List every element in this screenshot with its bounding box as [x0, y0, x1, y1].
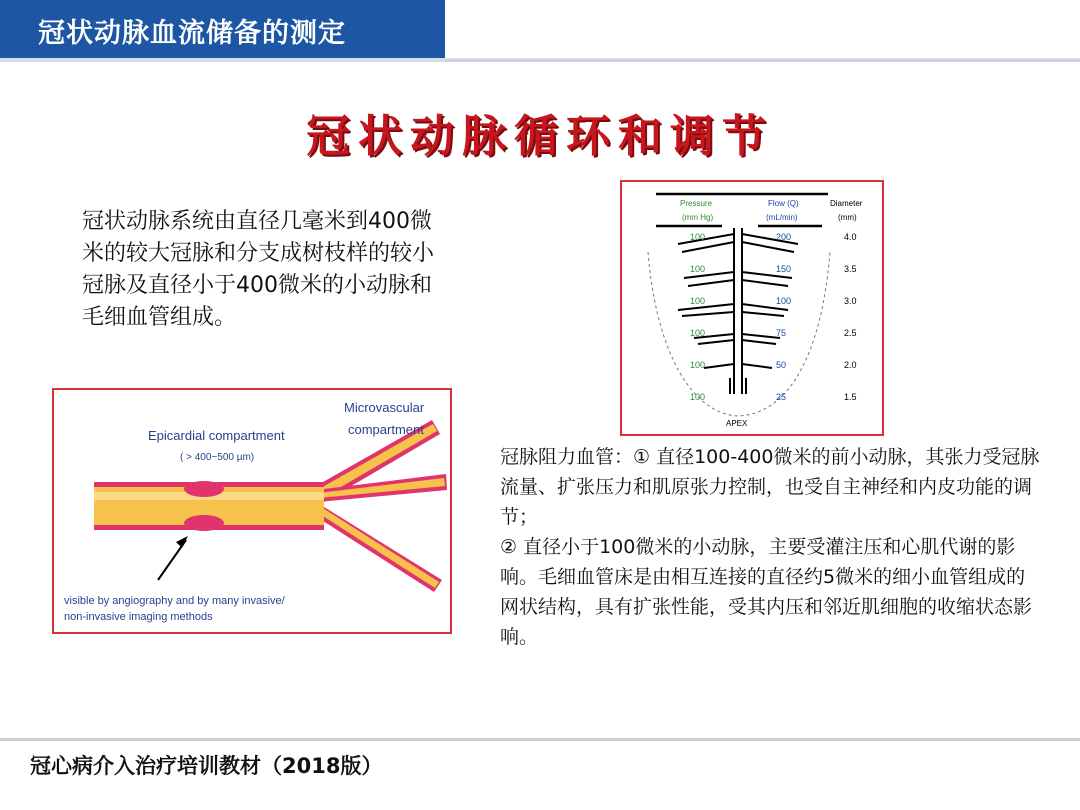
microvascular-label-1: Microvascular — [344, 400, 425, 415]
footer-divider — [0, 738, 1080, 741]
intro-paragraph: 冠状动脉系统由直径几毫米到400微米的较大冠脉和分支成树枝样的较小冠脉及直径小于400微米的小动脉和毛细血管组成。 — [82, 209, 435, 330]
arrow-head-icon — [176, 536, 188, 548]
vessel-diagram — [52, 388, 452, 634]
diameter-value: 3.0 — [844, 296, 857, 306]
caption-line-1: visible by angiography and by many invasive/ — [64, 595, 285, 607]
microvascular-label-2: compartment — [348, 422, 424, 437]
diameter-value: 4.0 — [844, 232, 857, 242]
diameter-header-2: (mm) — [838, 213, 857, 222]
diameter-header-1: Diameter — [830, 199, 863, 208]
header-title: 冠状动脉血流储备的测定 — [38, 18, 346, 49]
header-bar — [0, 0, 445, 58]
flow-value: 200 — [776, 232, 792, 242]
resistance-paragraph-line2: ② 直径小于100微米的小动脉，主要受灌注压和心肌代谢的影响。毛细血管床是由相互连接的直径约5微米的细小血管组成的网状结构，具有扩张性能，受其内压和邻近肌细胞的收缩状态影响。 — [500, 536, 1033, 648]
epicardial-size: ( > 400~500 µm) — [180, 452, 255, 463]
flow-value: 100 — [776, 296, 792, 306]
flow-value: 150 — [776, 264, 792, 274]
diameter-value: 3.5 — [844, 264, 857, 274]
flow-value: 25 — [776, 392, 787, 402]
pressure-value: 100 — [690, 360, 706, 370]
resistance-vessels-paragraph — [500, 442, 1040, 652]
slide-title: 冠状动脉循环和调节 — [306, 111, 774, 162]
pressure-value: 100 — [690, 296, 706, 306]
apex-label: APEX — [726, 419, 748, 428]
diameter-value: 2.5 — [844, 328, 857, 338]
coronary-tree-svg — [622, 182, 882, 434]
diameter-value: 1.5 — [844, 392, 857, 402]
stenosis-bottom — [184, 515, 224, 531]
header-divider-line — [445, 60, 1080, 61]
resistance-paragraph-line1: 冠脉阻力血管：① 直径100-400微米的前小动脉，其张力受冠脉流量、扩张压力和肌原张力控制，也受自主神经和内皮功能的调节； — [500, 446, 1040, 528]
flow-header-1: Flow (Q) — [768, 199, 799, 208]
diameter-value: 2.0 — [844, 360, 857, 370]
pressure-value: 100 — [690, 328, 706, 338]
vessel-branch-lower — [309, 502, 442, 592]
pressure-value: 100 — [690, 264, 706, 274]
ventricle-outline — [648, 252, 830, 416]
pressure-header-1: Pressure — [680, 199, 713, 208]
epicardial-label: Epicardial compartment — [148, 428, 285, 443]
flow-value: 75 — [776, 328, 787, 338]
vessel-diagram-svg — [54, 390, 450, 632]
flow-header-2: (mL/min) — [766, 213, 798, 222]
flow-value: 50 — [776, 360, 787, 370]
pressure-header-2: (mm Hg) — [682, 213, 714, 222]
pressure-value: 100 — [690, 232, 706, 242]
caption-line-2: non-invasive imaging methods — [64, 611, 213, 623]
stenosis-top — [184, 481, 224, 497]
pressure-value: 100 — [690, 392, 706, 402]
coronary-tree-diagram — [620, 180, 884, 436]
footer-text: 冠心病介入治疗培训教材（2018版） — [30, 754, 383, 778]
